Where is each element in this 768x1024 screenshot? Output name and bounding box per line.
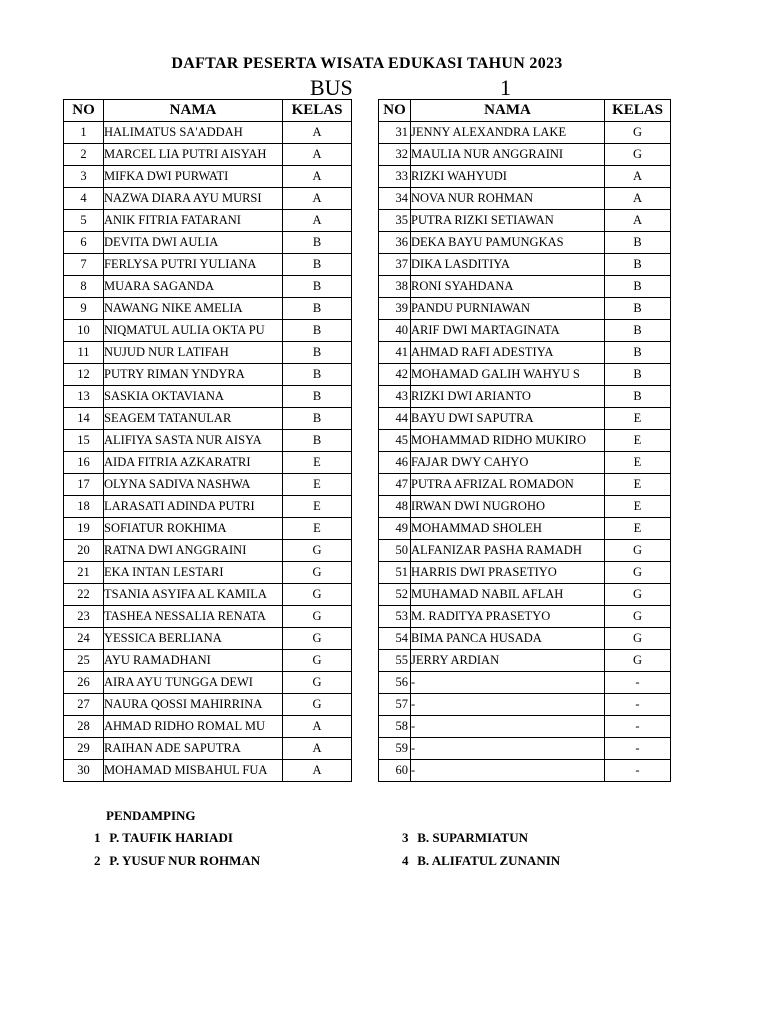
bus-number: 1 <box>500 75 511 100</box>
row-number: 45 <box>379 430 411 452</box>
row-name: AIRA AYU TUNGGA DEWI <box>104 672 283 694</box>
table-row <box>379 738 671 760</box>
row-class: B <box>605 276 671 298</box>
row-number: 58 <box>379 716 411 738</box>
row-number: 14 <box>64 408 104 430</box>
pendamping-name: P. TAUFIK HARIADI <box>109 830 233 845</box>
table-body-left <box>64 122 352 782</box>
table-row <box>379 716 671 738</box>
row-number: 53 <box>379 606 411 628</box>
row-name: BAYU DWI SAPUTRA <box>411 408 605 430</box>
row-name: MARCEL LIA PUTRI AISYAH <box>104 144 283 166</box>
row-name: MOHAMAD GALIH WAHYU S <box>411 364 605 386</box>
row-number: 38 <box>379 276 411 298</box>
row-name: ARIF DWI MARTAGINATA <box>411 320 605 342</box>
row-name: RIZKI WAHYUDI <box>411 166 605 188</box>
row-class: E <box>283 474 352 496</box>
row-number: 24 <box>64 628 104 650</box>
row-class: B <box>605 320 671 342</box>
table-row <box>64 474 352 496</box>
table-row <box>379 452 671 474</box>
row-number: 56 <box>379 672 411 694</box>
table-row <box>379 540 671 562</box>
table-row <box>379 760 671 782</box>
row-name: PUTRA RIZKI SETIAWAN <box>411 210 605 232</box>
row-class: B <box>605 254 671 276</box>
row-class: B <box>283 276 352 298</box>
table-row <box>379 386 671 408</box>
table-row <box>64 584 352 606</box>
pendamping-item <box>94 830 233 846</box>
row-name: RAIHAN ADE SAPUTRA <box>104 738 283 760</box>
row-name: NOVA NUR ROHMAN <box>411 188 605 210</box>
row-class: B <box>283 254 352 276</box>
table-row <box>64 430 352 452</box>
row-class: G <box>605 562 671 584</box>
table-row <box>379 320 671 342</box>
row-name: RONI SYAHDANA <box>411 276 605 298</box>
table-row <box>64 144 352 166</box>
row-number: 10 <box>64 320 104 342</box>
row-class: - <box>605 738 671 760</box>
pendamping-number: 1 <box>94 830 101 845</box>
table-row <box>379 232 671 254</box>
row-number: 35 <box>379 210 411 232</box>
row-class: G <box>605 122 671 144</box>
row-name: MAULIA NUR ANGGRAINI <box>411 144 605 166</box>
row-number: 46 <box>379 452 411 474</box>
row-number: 8 <box>64 276 104 298</box>
row-class: G <box>605 606 671 628</box>
header-nama: NAMA <box>411 100 605 122</box>
row-class: G <box>605 144 671 166</box>
pendamping-name: B. ALIFATUL ZUNANIN <box>417 853 561 868</box>
row-name: NAURA QOSSI MAHIRRINA <box>104 694 283 716</box>
table-row <box>64 188 352 210</box>
row-name: JERRY ARDIAN <box>411 650 605 672</box>
row-name: YESSICA BERLIANA <box>104 628 283 650</box>
row-class: A <box>283 188 352 210</box>
table-row <box>379 342 671 364</box>
row-class: A <box>283 122 352 144</box>
row-number: 40 <box>379 320 411 342</box>
row-class: B <box>605 386 671 408</box>
row-name: IRWAN DWI NUGROHO <box>411 496 605 518</box>
pendamping-item <box>94 853 260 869</box>
row-name: HALIMATUS SA'ADDAH <box>104 122 283 144</box>
row-name: - <box>411 738 605 760</box>
table-body-right <box>379 122 671 782</box>
row-number: 3 <box>64 166 104 188</box>
table-row <box>379 474 671 496</box>
table-row <box>64 760 352 782</box>
table-row <box>64 540 352 562</box>
row-class: B <box>605 364 671 386</box>
row-class: E <box>605 452 671 474</box>
row-name: - <box>411 672 605 694</box>
table-row <box>64 276 352 298</box>
row-class: B <box>283 364 352 386</box>
row-name: SEAGEM TATANULAR <box>104 408 283 430</box>
row-class: E <box>283 496 352 518</box>
table-row <box>64 232 352 254</box>
row-name: SASKIA OKTAVIANA <box>104 386 283 408</box>
row-number: 32 <box>379 144 411 166</box>
row-number: 49 <box>379 518 411 540</box>
row-class: B <box>283 386 352 408</box>
table-row <box>379 606 671 628</box>
row-name: FAJAR DWY CAHYO <box>411 452 605 474</box>
row-number: 20 <box>64 540 104 562</box>
table-row <box>64 386 352 408</box>
table-row <box>379 408 671 430</box>
row-class: A <box>605 166 671 188</box>
row-name: DEVITA DWI AULIA <box>104 232 283 254</box>
row-class: G <box>283 606 352 628</box>
header-no: NO <box>64 100 104 122</box>
table-row <box>64 562 352 584</box>
row-number: 52 <box>379 584 411 606</box>
row-name: ANIK FITRIA FATARANI <box>104 210 283 232</box>
pendamping-name: B. SUPARMIATUN <box>417 830 528 845</box>
table-row <box>379 276 671 298</box>
table-row <box>64 342 352 364</box>
row-name: LARASATI ADINDA PUTRI <box>104 496 283 518</box>
row-name: JENNY ALEXANDRA LAKE <box>411 122 605 144</box>
row-class: - <box>605 716 671 738</box>
row-number: 42 <box>379 364 411 386</box>
row-number: 39 <box>379 298 411 320</box>
row-name: EKA INTAN LESTARI <box>104 562 283 584</box>
row-class: B <box>283 342 352 364</box>
row-name: SOFIATUR ROKHIMA <box>104 518 283 540</box>
pendamping-number: 3 <box>402 830 409 845</box>
table-row <box>379 430 671 452</box>
row-class: E <box>605 518 671 540</box>
row-name: HARRIS DWI PRASETIYO <box>411 562 605 584</box>
row-number: 2 <box>64 144 104 166</box>
table-row <box>379 210 671 232</box>
row-number: 13 <box>64 386 104 408</box>
row-number: 29 <box>64 738 104 760</box>
table-row <box>64 606 352 628</box>
row-number: 16 <box>64 452 104 474</box>
row-number: 23 <box>64 606 104 628</box>
table-row <box>379 144 671 166</box>
row-number: 11 <box>64 342 104 364</box>
row-number: 51 <box>379 562 411 584</box>
row-name: PUTRA AFRIZAL ROMADON <box>411 474 605 496</box>
pendamping-name: P. YUSUF NUR ROHMAN <box>109 853 261 868</box>
row-class: E <box>605 430 671 452</box>
row-name: ALIFIYA SASTA NUR AISYA <box>104 430 283 452</box>
row-class: A <box>283 760 352 782</box>
row-number: 54 <box>379 628 411 650</box>
row-name: - <box>411 760 605 782</box>
table-row <box>64 364 352 386</box>
table-header-row <box>64 100 352 122</box>
row-number: 50 <box>379 540 411 562</box>
participant-table-right <box>378 99 671 782</box>
row-name: DIKA LASDITIYA <box>411 254 605 276</box>
row-name: - <box>411 716 605 738</box>
row-number: 28 <box>64 716 104 738</box>
table-row <box>64 628 352 650</box>
table-row <box>379 650 671 672</box>
row-class: G <box>605 628 671 650</box>
pendamping-title: PENDAMPING <box>106 808 196 823</box>
row-name: TSANIA ASYIFA AL KAMILA <box>104 584 283 606</box>
table-row <box>64 408 352 430</box>
row-name: AHMAD RIDHO ROMAL MU <box>104 716 283 738</box>
row-name: MUARA SAGANDA <box>104 276 283 298</box>
row-name: RIZKI DWI ARIANTO <box>411 386 605 408</box>
row-number: 15 <box>64 430 104 452</box>
row-class: - <box>605 672 671 694</box>
participant-table-left <box>63 99 352 782</box>
row-name: FERLYSA PUTRI YULIANA <box>104 254 283 276</box>
table-row <box>379 694 671 716</box>
row-name: AIDA FITRIA AZKARATRI <box>104 452 283 474</box>
row-number: 33 <box>379 166 411 188</box>
table-row <box>64 320 352 342</box>
row-number: 6 <box>64 232 104 254</box>
row-class: G <box>605 584 671 606</box>
pendamping-item <box>402 830 528 846</box>
header-kelas: KELAS <box>605 100 671 122</box>
row-number: 31 <box>379 122 411 144</box>
row-name: - <box>411 694 605 716</box>
row-name: MOHAMMAD RIDHO MUKIRO <box>411 430 605 452</box>
row-number: 30 <box>64 760 104 782</box>
row-class: B <box>283 232 352 254</box>
table-row <box>64 518 352 540</box>
row-class: A <box>605 210 671 232</box>
row-number: 19 <box>64 518 104 540</box>
table-row <box>64 298 352 320</box>
row-name: MOHAMMAD SHOLEH <box>411 518 605 540</box>
row-class: B <box>283 320 352 342</box>
row-number: 57 <box>379 694 411 716</box>
row-number: 22 <box>64 584 104 606</box>
row-number: 34 <box>379 188 411 210</box>
row-name: DEKA BAYU PAMUNGKAS <box>411 232 605 254</box>
row-name: MUHAMAD NABIL AFLAH <box>411 584 605 606</box>
row-name: PUTRY RIMAN YNDYRA <box>104 364 283 386</box>
row-number: 12 <box>64 364 104 386</box>
row-number: 26 <box>64 672 104 694</box>
row-class: G <box>283 562 352 584</box>
table-row <box>379 254 671 276</box>
row-class: G <box>283 540 352 562</box>
row-class: A <box>605 188 671 210</box>
row-number: 9 <box>64 298 104 320</box>
table-row <box>379 584 671 606</box>
row-name: NAZWA DIARA AYU MURSI <box>104 188 283 210</box>
row-class: E <box>605 496 671 518</box>
row-number: 60 <box>379 760 411 782</box>
table-row <box>379 628 671 650</box>
row-number: 18 <box>64 496 104 518</box>
row-class: B <box>283 430 352 452</box>
row-class: A <box>283 716 352 738</box>
row-number: 17 <box>64 474 104 496</box>
row-name: AHMAD RAFI ADESTIYA <box>411 342 605 364</box>
pendamping-number: 4 <box>402 853 409 868</box>
row-number: 25 <box>64 650 104 672</box>
table-row <box>64 166 352 188</box>
row-number: 59 <box>379 738 411 760</box>
table-row <box>379 364 671 386</box>
table-row <box>379 672 671 694</box>
row-class: A <box>283 738 352 760</box>
pendamping-item <box>402 853 560 869</box>
row-class: G <box>283 672 352 694</box>
row-class: B <box>283 298 352 320</box>
row-name: NAWANG NIKE AMELIA <box>104 298 283 320</box>
row-class: G <box>283 650 352 672</box>
row-class: A <box>283 144 352 166</box>
row-class: B <box>283 408 352 430</box>
row-name: AYU RAMADHANI <box>104 650 283 672</box>
row-class: A <box>283 166 352 188</box>
row-number: 55 <box>379 650 411 672</box>
row-number: 43 <box>379 386 411 408</box>
table-row <box>379 166 671 188</box>
table-row <box>379 122 671 144</box>
row-class: B <box>605 342 671 364</box>
table-row <box>64 452 352 474</box>
row-class: G <box>283 584 352 606</box>
document-title: DAFTAR PESERTA WISATA EDUKASI TAHUN 2023 <box>171 55 563 72</box>
table-row <box>64 672 352 694</box>
row-name: M. RADITYA PRASETYO <box>411 606 605 628</box>
row-class: B <box>605 298 671 320</box>
pendamping-number: 2 <box>94 853 101 868</box>
row-name: RATNA DWI ANGGRAINI <box>104 540 283 562</box>
row-class: G <box>283 694 352 716</box>
row-number: 1 <box>64 122 104 144</box>
row-number: 47 <box>379 474 411 496</box>
row-number: 7 <box>64 254 104 276</box>
row-number: 41 <box>379 342 411 364</box>
bus-label: BUS <box>310 75 353 100</box>
row-name: NUJUD NUR LATIFAH <box>104 342 283 364</box>
row-name: NIQMATUL AULIA OKTA PU <box>104 320 283 342</box>
table-row <box>379 496 671 518</box>
table-row <box>379 518 671 540</box>
header-kelas: KELAS <box>283 100 352 122</box>
row-name: MOHAMAD MISBAHUL FUA <box>104 760 283 782</box>
row-name: BIMA PANCA HUSADA <box>411 628 605 650</box>
table-row <box>379 298 671 320</box>
row-class: G <box>605 650 671 672</box>
table-row <box>64 716 352 738</box>
table-row <box>379 562 671 584</box>
table-header-row <box>379 100 671 122</box>
row-number: 21 <box>64 562 104 584</box>
row-number: 4 <box>64 188 104 210</box>
row-class: E <box>605 408 671 430</box>
table-row <box>64 210 352 232</box>
row-class: - <box>605 694 671 716</box>
table-row <box>379 188 671 210</box>
row-number: 44 <box>379 408 411 430</box>
table-row <box>64 738 352 760</box>
header-no: NO <box>379 100 411 122</box>
row-class: G <box>605 540 671 562</box>
table-row <box>64 122 352 144</box>
table-row <box>64 694 352 716</box>
row-class: E <box>283 518 352 540</box>
row-class: B <box>605 232 671 254</box>
row-class: G <box>283 628 352 650</box>
row-name: MIFKA DWI PURWATI <box>104 166 283 188</box>
row-number: 27 <box>64 694 104 716</box>
table-row <box>64 496 352 518</box>
table-row <box>64 254 352 276</box>
row-name: TASHEA NESSALIA RENATA <box>104 606 283 628</box>
row-class: E <box>283 452 352 474</box>
row-number: 48 <box>379 496 411 518</box>
table-row <box>64 650 352 672</box>
row-name: OLYNA SADIVA NASHWA <box>104 474 283 496</box>
row-name: PANDU PURNIAWAN <box>411 298 605 320</box>
row-number: 37 <box>379 254 411 276</box>
row-class: - <box>605 760 671 782</box>
row-name: ALFANIZAR PASHA RAMADH <box>411 540 605 562</box>
row-class: A <box>283 210 352 232</box>
header-nama: NAMA <box>104 100 283 122</box>
row-number: 5 <box>64 210 104 232</box>
row-class: E <box>605 474 671 496</box>
row-number: 36 <box>379 232 411 254</box>
